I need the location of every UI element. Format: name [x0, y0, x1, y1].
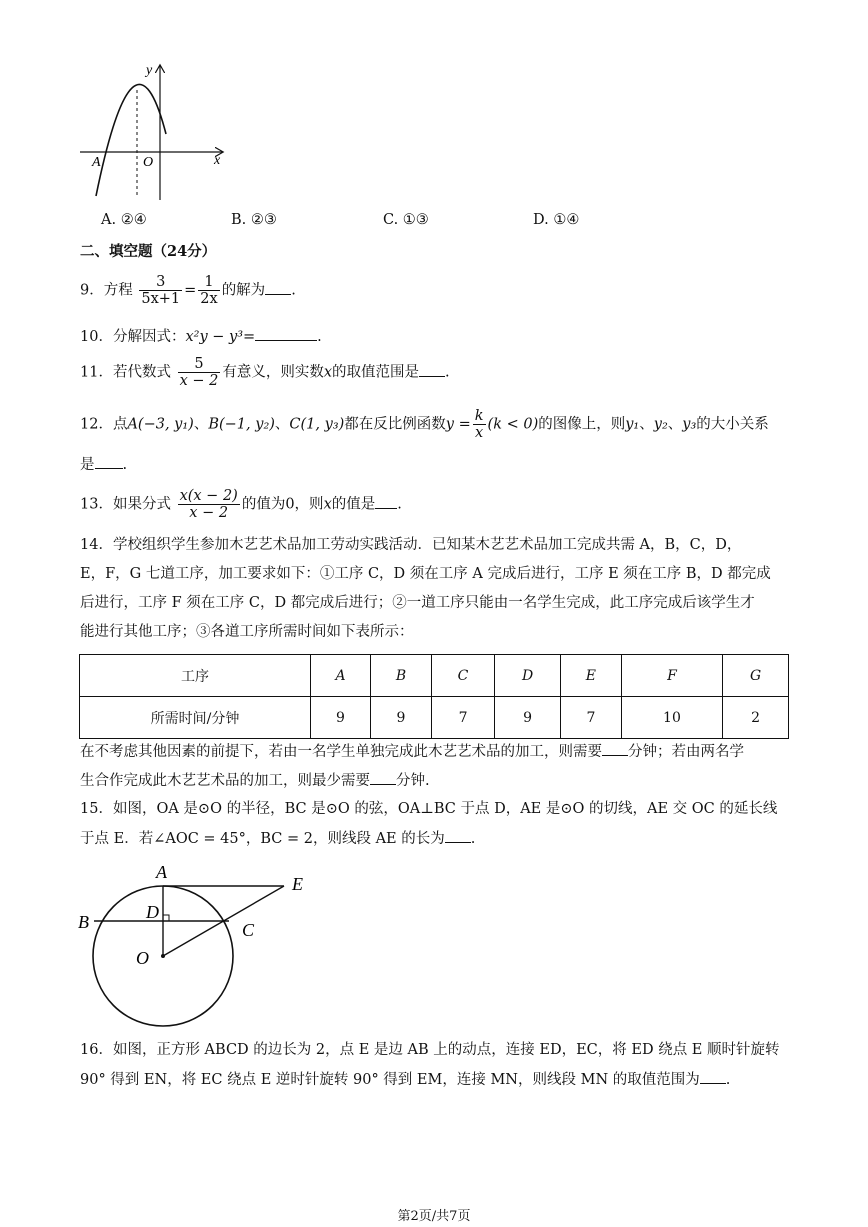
answer-blank-9[interactable]: [265, 280, 291, 295]
answer-blank-14b[interactable]: [370, 770, 396, 785]
question-16-line-1: 16．如图，正方形 ABCD 的边长为 2，点 E 是边 AB 上的动点，连接 ED，EC，将 ED 绕点 E 顺时针旋转: [80, 1042, 780, 1058]
label-c: C: [242, 920, 255, 940]
center-dot: [161, 954, 165, 958]
origin-label: O: [143, 155, 154, 170]
label-a: A: [156, 862, 167, 882]
choice-a[interactable]: A. ②④: [101, 212, 147, 228]
question-14-line-4: 能进行其他工序；③各道工序所需时间如下表所示：: [80, 624, 414, 640]
table-cell: E: [561, 655, 622, 697]
q13-fraction: $\frac{x(x - 2)}{x - 2}$: [179, 488, 238, 521]
answer-blank-15[interactable]: [445, 828, 471, 843]
table-cell: 7: [561, 697, 622, 739]
table-cell: G: [723, 655, 789, 697]
table-cell: 9: [495, 697, 561, 739]
question-9: 9．方程 $\frac{3}{5x+1}$ = $\frac{1}{2x}$ 的解为 .: [80, 274, 296, 307]
question-12: 12．点A(−3, y₁)、B(−1, y₂)、C(1, y₃)都在反比例函数y = $\frac{k}{x}$ (k < 0)的图像上，则y₁、y₂、y₃的大小关系: [80, 408, 769, 441]
table-cell: B: [371, 655, 432, 697]
answer-blank-13[interactable]: [375, 494, 397, 509]
choice-c[interactable]: C. ①③: [383, 212, 429, 228]
q11-fraction: $\frac{5}{x - 2}$: [179, 356, 219, 389]
table-cell: C: [431, 655, 494, 697]
question-14-line-2: E，F，G 七道工序，加工要求如下：①工序 C，D 须在工序 A 完成后进行，工序 E 须在工序 B，D 都完成: [80, 566, 771, 582]
table-cell: 7: [431, 697, 494, 739]
table-cell: 9: [311, 697, 371, 739]
q9-fraction-1: $\frac{3}{5x+1}$: [141, 274, 181, 307]
label-e: E: [292, 874, 303, 894]
answer-blank-14a[interactable]: [602, 741, 628, 756]
question-13: 13．如果分式 $\frac{x(x - 2)}{x - 2}$ 的值为0，则x的值是 .: [80, 488, 402, 521]
question-14-after-1: 在不考虑其他因素的前提下，若由一名学生单独完成此木艺艺术品的加工，则需要 分钟；若由两名学: [80, 741, 744, 762]
table-header-cell: 所需时间/分钟: [80, 697, 311, 739]
label-b: B: [78, 912, 89, 932]
question-16-line-2: 90° 得到 EN，将 EC 绕点 E 逆时针旋转 90° 得到 EM，连接 MN，则线段 MN 的取值范围为 .: [80, 1069, 730, 1090]
point-a-label: A: [92, 155, 101, 170]
table-row: [80, 697, 789, 739]
question-14-line-1: 14．学校组织学生参加木艺艺术品加工劳动实践活动．已知某木艺艺术品加工完成共需 A，B，C，D，: [80, 537, 742, 553]
label-o: O: [136, 948, 149, 968]
answer-blank-11[interactable]: [419, 362, 445, 377]
answer-blank-16[interactable]: [700, 1069, 726, 1084]
table-cell: 10: [621, 697, 723, 739]
choice-d[interactable]: D. ①④: [533, 212, 580, 228]
page-number: 第2页/共7页: [397, 1209, 471, 1224]
process-time-table: [79, 654, 789, 739]
question-15-line-2: 于点 E．若∠AOC = 45°，BC = 2，则线段 AE 的长为 .: [80, 828, 475, 849]
parabola-curve: [96, 84, 166, 196]
table-header-cell: 工序: [80, 655, 311, 697]
table-cell: A: [311, 655, 371, 697]
label-d: D: [146, 902, 159, 922]
y-axis-label: y: [146, 63, 153, 78]
table-cell: F: [621, 655, 723, 697]
x-axis-label: x: [214, 153, 221, 168]
right-angle-mark: [163, 915, 169, 921]
q9-fraction-2: $\frac{1}{2x}$: [200, 274, 218, 307]
parabola-graph: [76, 60, 226, 202]
table-row: [80, 655, 789, 697]
table-cell: D: [495, 655, 561, 697]
question-11: 11．若代数式 $\frac{5}{x - 2}$ 有意义，则实数x的取值范围是 .: [80, 356, 450, 389]
answer-blank-10[interactable]: [255, 326, 317, 341]
answer-blank-12[interactable]: [95, 454, 123, 469]
q12-fraction: $\frac{k}{x}$: [474, 408, 484, 441]
table-cell: 9: [371, 697, 432, 739]
question-10: 10．分解因式：x²y − y³= .: [80, 326, 322, 347]
question-15-line-1: 15．如图，OA 是⊙O 的半径，BC 是⊙O 的弦，OA⊥BC 于点 D，AE 是⊙O 的切线，AE 交 OC 的延长线: [80, 801, 778, 817]
question-14-after-2: 生合作完成此木艺艺术品的加工，则最少需要 分钟.: [80, 770, 430, 791]
question-14-line-3: 后进行，工序 F 须在工序 C，D 都完成后进行；②一道工序只能由一名学生完成，此工序完成后该学生才: [80, 595, 755, 611]
table-cell: 2: [723, 697, 789, 739]
section-title: 二、填空题（24分）: [80, 243, 217, 260]
circle-tangent-figure: [74, 858, 324, 1030]
question-12-line-2: 是 .: [80, 454, 127, 475]
choice-b[interactable]: B. ②③: [231, 212, 277, 228]
